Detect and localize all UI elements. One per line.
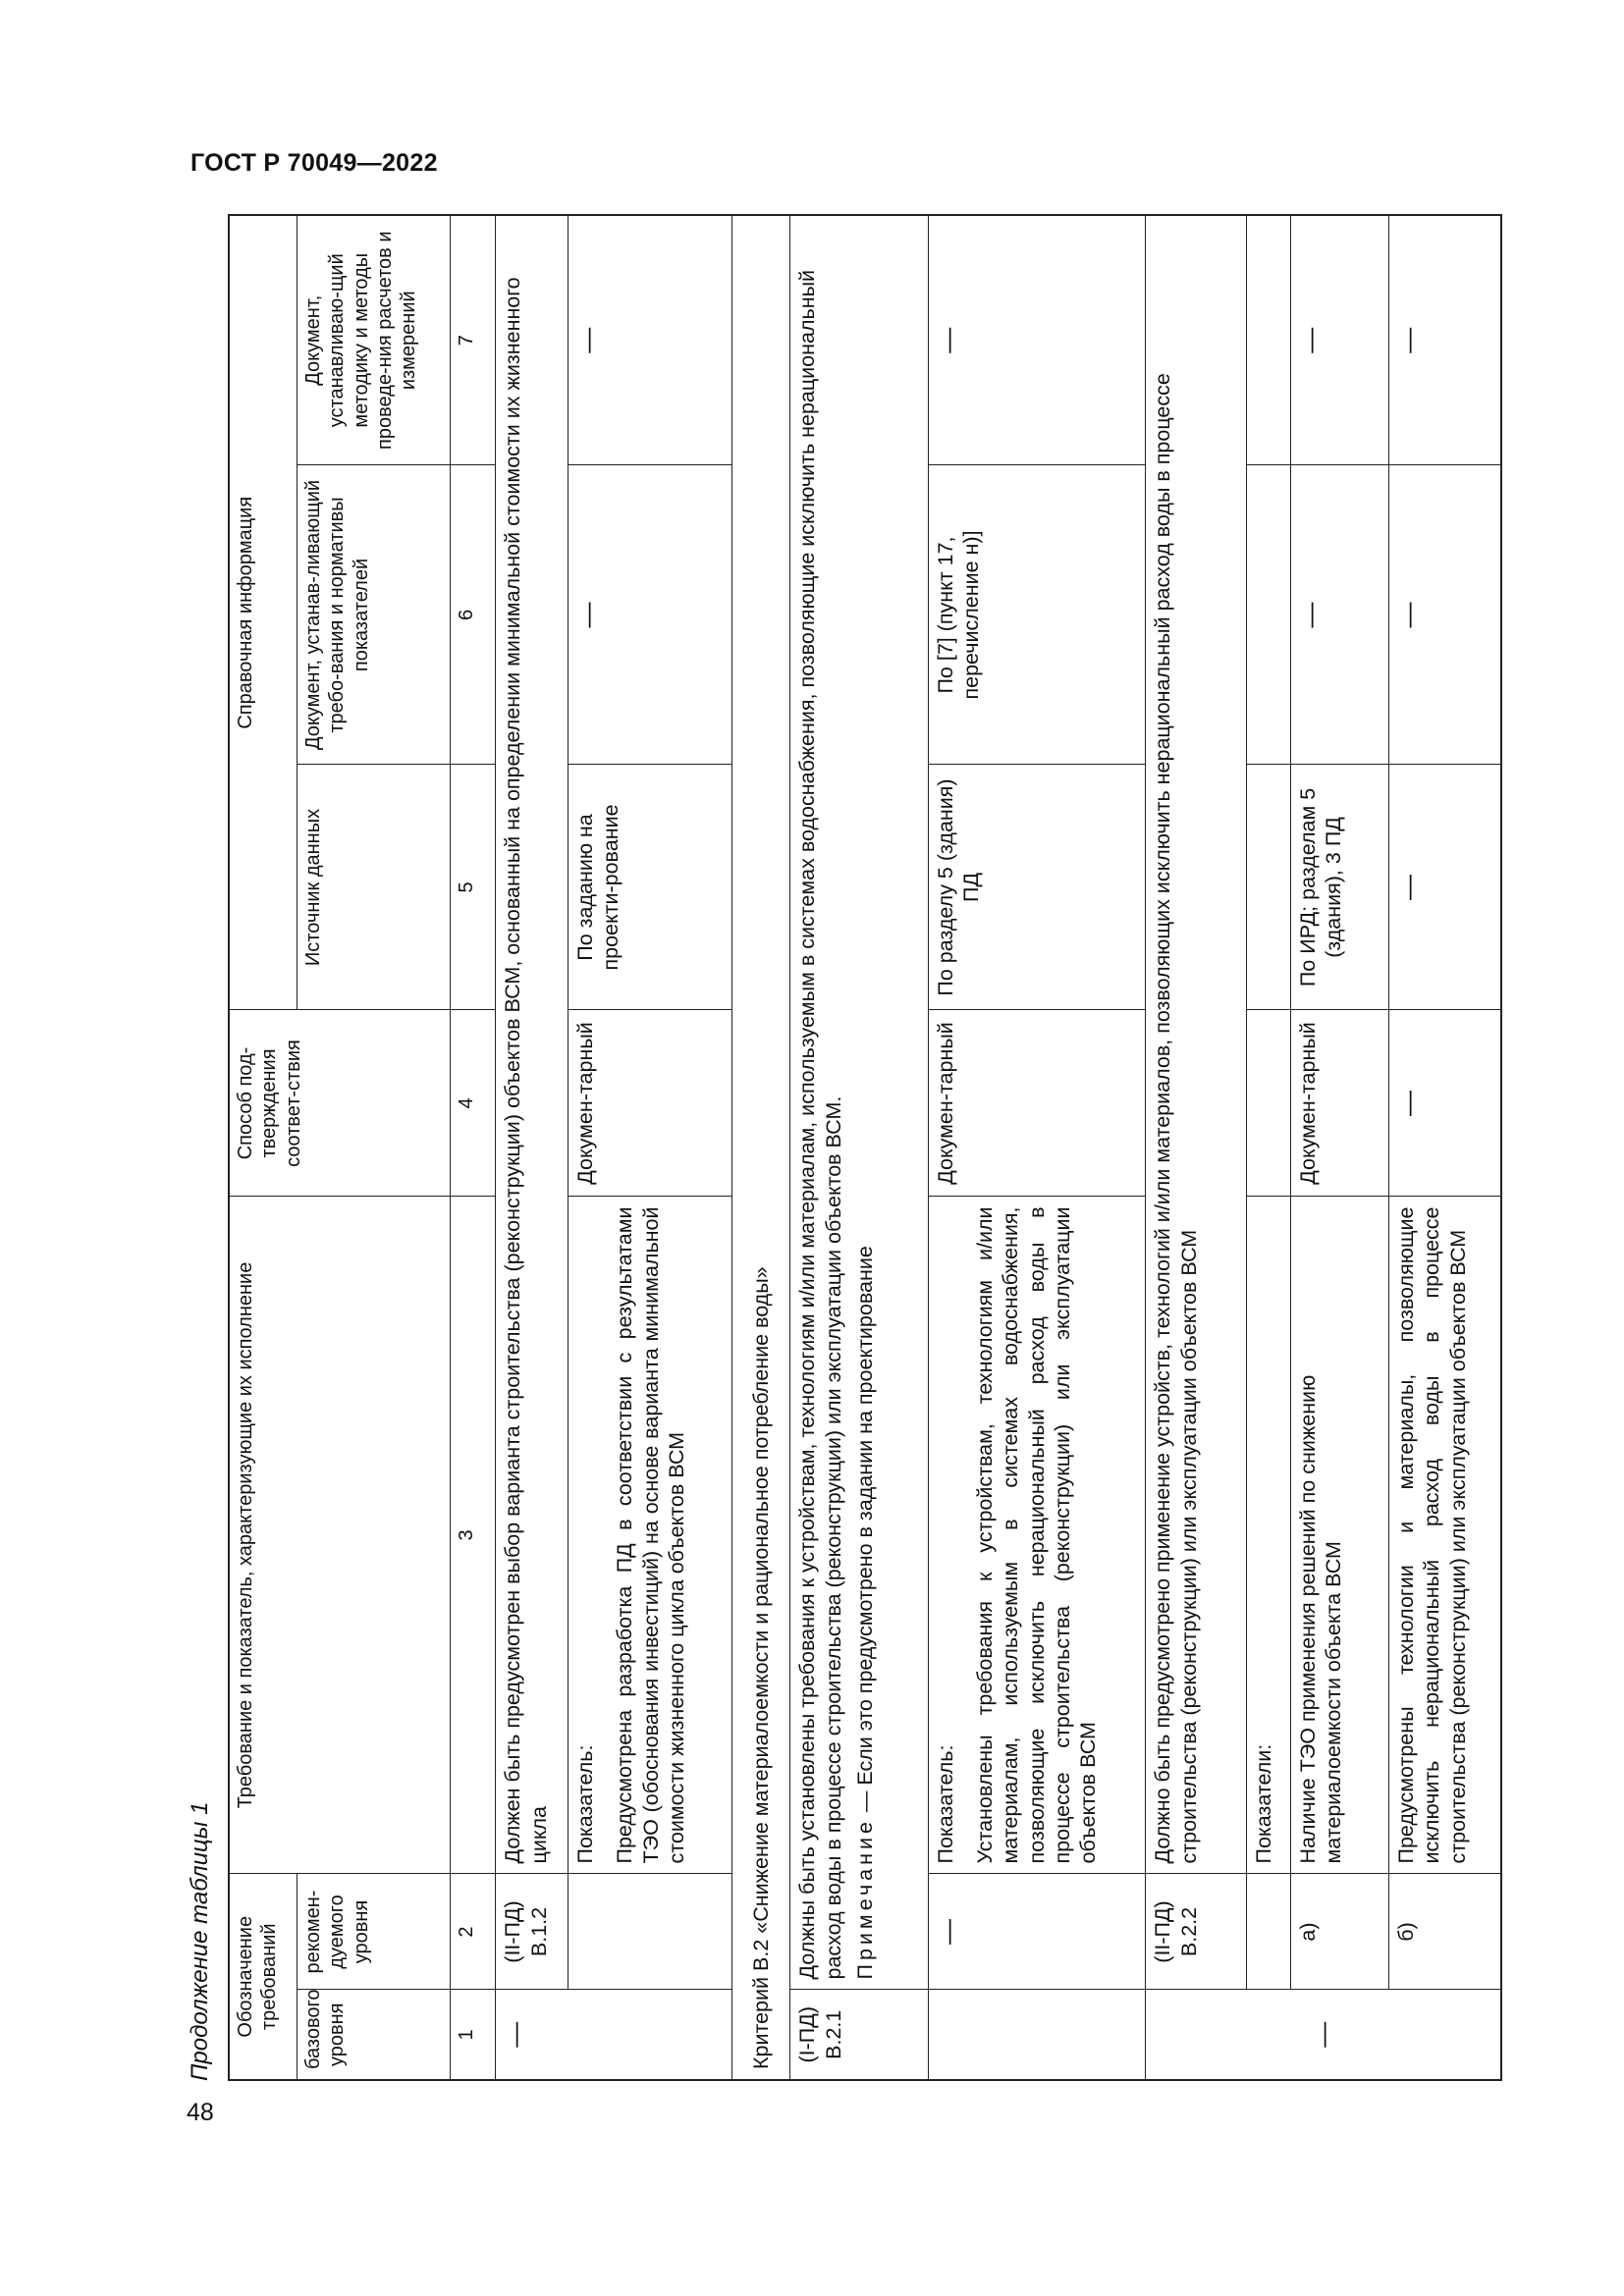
header-designation-group: Обозначение требований bbox=[229, 1874, 297, 2080]
cell-doc-req-b bbox=[1389, 465, 1501, 765]
column-number: 3 bbox=[450, 1197, 495, 1874]
cell-empty bbox=[1246, 1874, 1290, 1990]
cell-doc-req-b12 bbox=[568, 465, 732, 765]
cell-source-b bbox=[1389, 765, 1501, 1010]
note-text: — Если это предусмотрено в задании на проектирование bbox=[852, 1246, 877, 1819]
cell-base-level-b22 bbox=[1146, 1990, 1501, 2080]
cell-requirement-b21 bbox=[790, 215, 929, 1990]
cell-text-b: Предусмотрены технологии и материалы, позволяющие исключить нерациональный расход воды в процессе строительства (реконструкции) или эксплуатации объектов ВСМ bbox=[1389, 1197, 1501, 1874]
header-recommended-level: рекомен-дуемого уровня bbox=[297, 1874, 450, 1990]
table-row-b12-requirement bbox=[496, 215, 568, 2080]
column-number: 4 bbox=[450, 1010, 495, 1197]
cell-item-a: а) bbox=[1291, 1874, 1389, 1990]
dash: — bbox=[1295, 602, 1326, 628]
dash: — bbox=[1393, 602, 1424, 628]
cell-source-a: По ИРД; разделам 5 (здания), 3 ПД bbox=[1291, 765, 1389, 1010]
table-row-b22-indicators-label bbox=[1246, 215, 1290, 2080]
table-caption: Продолжение таблицы 1 bbox=[187, 1801, 213, 2081]
dash: — bbox=[1393, 874, 1424, 900]
cell-confirmation-b21: Докумен-тарный bbox=[928, 1010, 1146, 1197]
header-doc-requirements: Документ, устанав-ливающий требо-вания и нормативы показателей bbox=[297, 465, 450, 765]
cell-requirement-b12: Должен быть предусмотрен выбор варианта строительства (реконструкции) объектов ВСМ, основанный на определении минимальной стоимости их жизненного цикла bbox=[496, 215, 568, 1874]
column-number: 5 bbox=[450, 765, 495, 1010]
table-row-b21-requirement bbox=[790, 215, 929, 2080]
indicator-label: Показатель: bbox=[573, 1744, 598, 1864]
header-reference-group: Справочная информация bbox=[229, 215, 297, 1010]
table-row-b22-b bbox=[1389, 215, 1501, 2080]
cell-indicators-label: Показатели: bbox=[1246, 1197, 1290, 1874]
note bbox=[852, 226, 878, 1980]
cell-doc-req-b21: По [7] (пункт 17, перечисление н)] bbox=[928, 465, 1146, 765]
column-number: 7 bbox=[450, 215, 495, 465]
header-data-source: Источник данных bbox=[297, 765, 450, 1010]
dash: — bbox=[932, 327, 962, 353]
header-requirement: Требование и показатель, характеризующие их исполнение bbox=[229, 1197, 450, 1874]
cell-doc-methods-b12 bbox=[568, 215, 732, 465]
note-prefix: Примечание bbox=[852, 1818, 877, 1980]
table-row-criterion-b2 bbox=[731, 215, 790, 2080]
table-row-b12-indicator bbox=[568, 215, 732, 2080]
cell-code-b21: (I-ПД) В.2.1 bbox=[790, 1990, 929, 2080]
cell-source-b21: По разделу 5 (здания) ПД bbox=[928, 765, 1146, 1010]
table-row-b22-requirement bbox=[1146, 215, 1246, 2080]
cell-code-b12: (II-ПД) В.1.2 bbox=[496, 1874, 568, 1990]
table-row-b21-indicator bbox=[928, 215, 1146, 2080]
column-number: 6 bbox=[450, 465, 495, 765]
requirement-text: Должны быть установлены требования к устройствам, технологиям и/или материалам, используемым в системах водоснабжения, позволяющие исключить нерациональный расход воды в процессе строительства (реконструкции) или эксплуатации объектов ВСМ. bbox=[795, 269, 845, 1980]
cell-confirmation-b12: Докумен-тарный bbox=[568, 1010, 732, 1197]
cell-item-b: б) bbox=[1389, 1874, 1501, 1990]
indicator-text: Предусмотрена разработка ПД в соответствии с результатами ТЭО (обоснования инвестиций) на основе варианта минимальной стоимости жизненного цикла объектов ВСМ bbox=[613, 1206, 688, 1864]
header-doc-methods: Документ, устанавливаю-щий методику и методы проведе-ния расчетов и измерений bbox=[297, 215, 450, 465]
cell-recommended-b21 bbox=[928, 1874, 1146, 1990]
cell-doc-methods-a bbox=[1291, 215, 1389, 465]
dash: — bbox=[932, 1919, 962, 1945]
dash: — bbox=[572, 602, 603, 628]
cell-empty bbox=[1246, 215, 1290, 465]
header-base-level: базового уровня bbox=[297, 1990, 450, 2080]
table-row-b22-a bbox=[1291, 215, 1389, 2080]
dash: — bbox=[1393, 1090, 1424, 1116]
cell-confirmation-a: Докумен-тарный bbox=[1291, 1010, 1389, 1197]
criterion-title: Критерий В.2 «Снижение материалоемкости и рациональное потребление воды» bbox=[731, 215, 790, 2080]
table-header-row-1 bbox=[229, 215, 297, 2080]
rotated-page-body bbox=[173, 216, 1508, 2081]
cell-text-a: Наличие ТЭО применения решений по снижению материалоемкости объекта ВСМ bbox=[1291, 1197, 1389, 1874]
cell-requirement-b22: Должно быть предусмотрено применение устройств, технологий и/или материалов, позволяющих исключить нерациональный расход воды в процессе строительства (реконструкции) или эксплуатации объектов ВСМ bbox=[1146, 215, 1246, 1874]
cell-indicator-b21 bbox=[928, 1197, 1146, 1874]
cell-empty bbox=[568, 1874, 732, 1990]
cell-base-level bbox=[496, 1990, 732, 2080]
column-number: 1 bbox=[450, 1990, 495, 2080]
page-number: 48 bbox=[187, 2099, 214, 2126]
cell-empty bbox=[1246, 465, 1290, 765]
dash: — bbox=[572, 327, 603, 353]
dash: — bbox=[1307, 2021, 1337, 2048]
column-number-row bbox=[450, 215, 495, 2080]
cell-empty bbox=[1246, 765, 1290, 1010]
requirements-table bbox=[228, 214, 1502, 2081]
column-number: 2 bbox=[450, 1874, 495, 1990]
cell-indicator-b12 bbox=[568, 1197, 732, 1874]
cell-source-b12: По заданию на проекти-рование bbox=[568, 765, 732, 1010]
document-number: ГОСТ Р 70049—2022 bbox=[190, 149, 438, 177]
cell-confirmation-b bbox=[1389, 1010, 1501, 1197]
header-confirmation: Способ под-тверждения соответ-ствия bbox=[229, 1010, 450, 1197]
cell-doc-req-a bbox=[1291, 465, 1389, 765]
indicator-text: Установлены требования к устройствам, технологиям и/или материалам, используемым в системах водоснабжения, позволяющие исключить нерациональный расход воды в процессе строительства (реконструкции) или эксплуатации объектов ВСМ bbox=[973, 1206, 1100, 1864]
dash: — bbox=[500, 2021, 530, 2048]
dash: — bbox=[1295, 327, 1326, 353]
indicator-label: Показатель: bbox=[933, 1744, 957, 1864]
cell-empty bbox=[1246, 1010, 1290, 1197]
dash: — bbox=[1393, 327, 1424, 353]
cell-empty bbox=[928, 1990, 1146, 2080]
cell-code-b22: (II-ПД) В.2.2 bbox=[1146, 1874, 1246, 1990]
cell-doc-methods-b21 bbox=[928, 215, 1146, 465]
cell-doc-methods-b bbox=[1389, 215, 1501, 465]
